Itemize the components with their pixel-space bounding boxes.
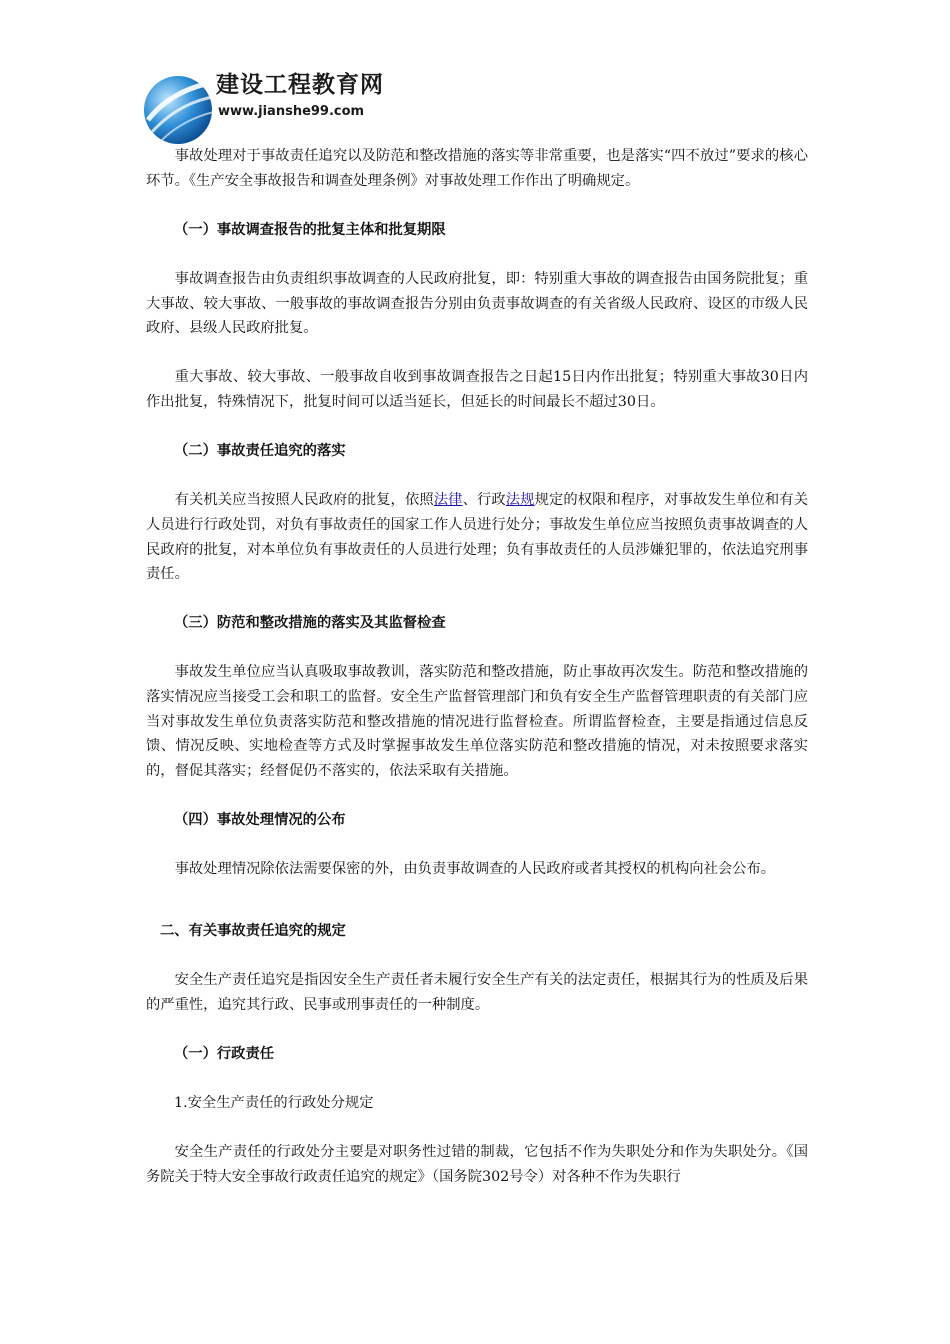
logo-url: www.jianshe99.com (218, 104, 365, 119)
liability-definition-paragraph: 安全生产责任追究是指因安全生产责任者未履行安全生产有关的法定责任，根据其行为的性质及后果的严重性，追究其行政、民事或刑事责任的一种制度。 (146, 972, 808, 1013)
section-heading-publication: （四）事故处理情况的公布 (174, 812, 346, 829)
administrative-sanction-item: 1.安全生产责任的行政处分规定 (174, 1094, 374, 1111)
accountability-text-a: 有关机关应当按照人民政府的批复，依照 (174, 492, 434, 509)
law-link[interactable]: 法律 (433, 492, 463, 509)
article-body (146, 144, 808, 1189)
approval-paragraph-2: 重大事故、较大事故、一般事故自收到事故调查报告之日起15日内作出批复；特别重大事故30日内作出批复，特殊情况下，批复时间可以适当延长，但延长的时间最长不超过30日。 (146, 369, 808, 410)
section-heading-prevention: （三）防范和整改措施的落实及其监督检查 (174, 615, 446, 632)
section-heading-approval: （一）事故调查报告的批复主体和批复期限 (174, 221, 446, 238)
regulation-link[interactable]: 法规 (505, 492, 535, 509)
prevention-paragraph: 事故发生单位应当认真吸取事故教训，落实防范和整改措施，防止事故再次发生。防范和整改措施的落实情况应当接受工会和职工的监督。安全生产监督管理部门和负有安全生产监督管理职责的有关部门应当对事故发生单位负责落实防范和整改措施的情况进行监督检查。所谓监督检查，主要是指通过信息反馈、情况反映、实地检查等方式及时掌握事故发生单位落实防范和整改措施的情况，对未按照要求落实的，督促其落实；经督促仍不落实的，依法采取有关措施。 (146, 664, 808, 779)
site-logo[interactable] (140, 64, 384, 148)
globe-logo-icon (140, 68, 220, 148)
accountability-paragraph (146, 488, 808, 586)
logo-title: 建设工程教育网 (216, 72, 384, 98)
section-heading-accountability: （二）事故责任追究的落实 (174, 443, 346, 460)
administrative-liability-heading: （一）行政责任 (174, 1045, 275, 1062)
accountability-text-b: 、行政 (462, 492, 506, 509)
accountability-text-c: 规定的权限和程序，对事故发生单位和有关人员进行行政处罚，对负有事故责任的国家工作人员进行处分；事故发生单位应当按照负责事故调查的人民政府的批复，对本单位负有事故责任的人员进行处理；负有事故责任的人员涉嫌犯罪的，依法追究刑事责任。 (146, 492, 809, 583)
intro-paragraph: 事故处理对于事故责任追究以及防范和整改措施的落实等非常重要，也是落实“四不放过”要求的核心环节。《生产安全事故报告和调查处理条例》对事故处理工作作出了明确规定。 (146, 148, 808, 189)
approval-paragraph-1: 事故调查报告由负责组织事故调查的人民政府批复，即：特别重大事故的调查报告由国务院批复；重大事故、较大事故、一般事故的事故调查报告分别由负责事故调查的有关省级人民政府、设区的市级人民政府、县级人民政府批复。 (146, 270, 808, 337)
publication-paragraph: 事故处理情况除依法需要保密的外，由负责事故调查的人民政府或者其授权的机构向社会公布。 (174, 861, 776, 878)
part-two-heading: 二、有关事故责任追究的规定 (160, 922, 346, 939)
administrative-sanction-paragraph: 安全生产责任的行政处分主要是对职务性过错的制裁，它包括不作为失职处分和作为失职处分。《国务院关于特大安全事故行政责任追究的规定》（国务院302号令）对各种不作为失职行 (146, 1144, 808, 1185)
